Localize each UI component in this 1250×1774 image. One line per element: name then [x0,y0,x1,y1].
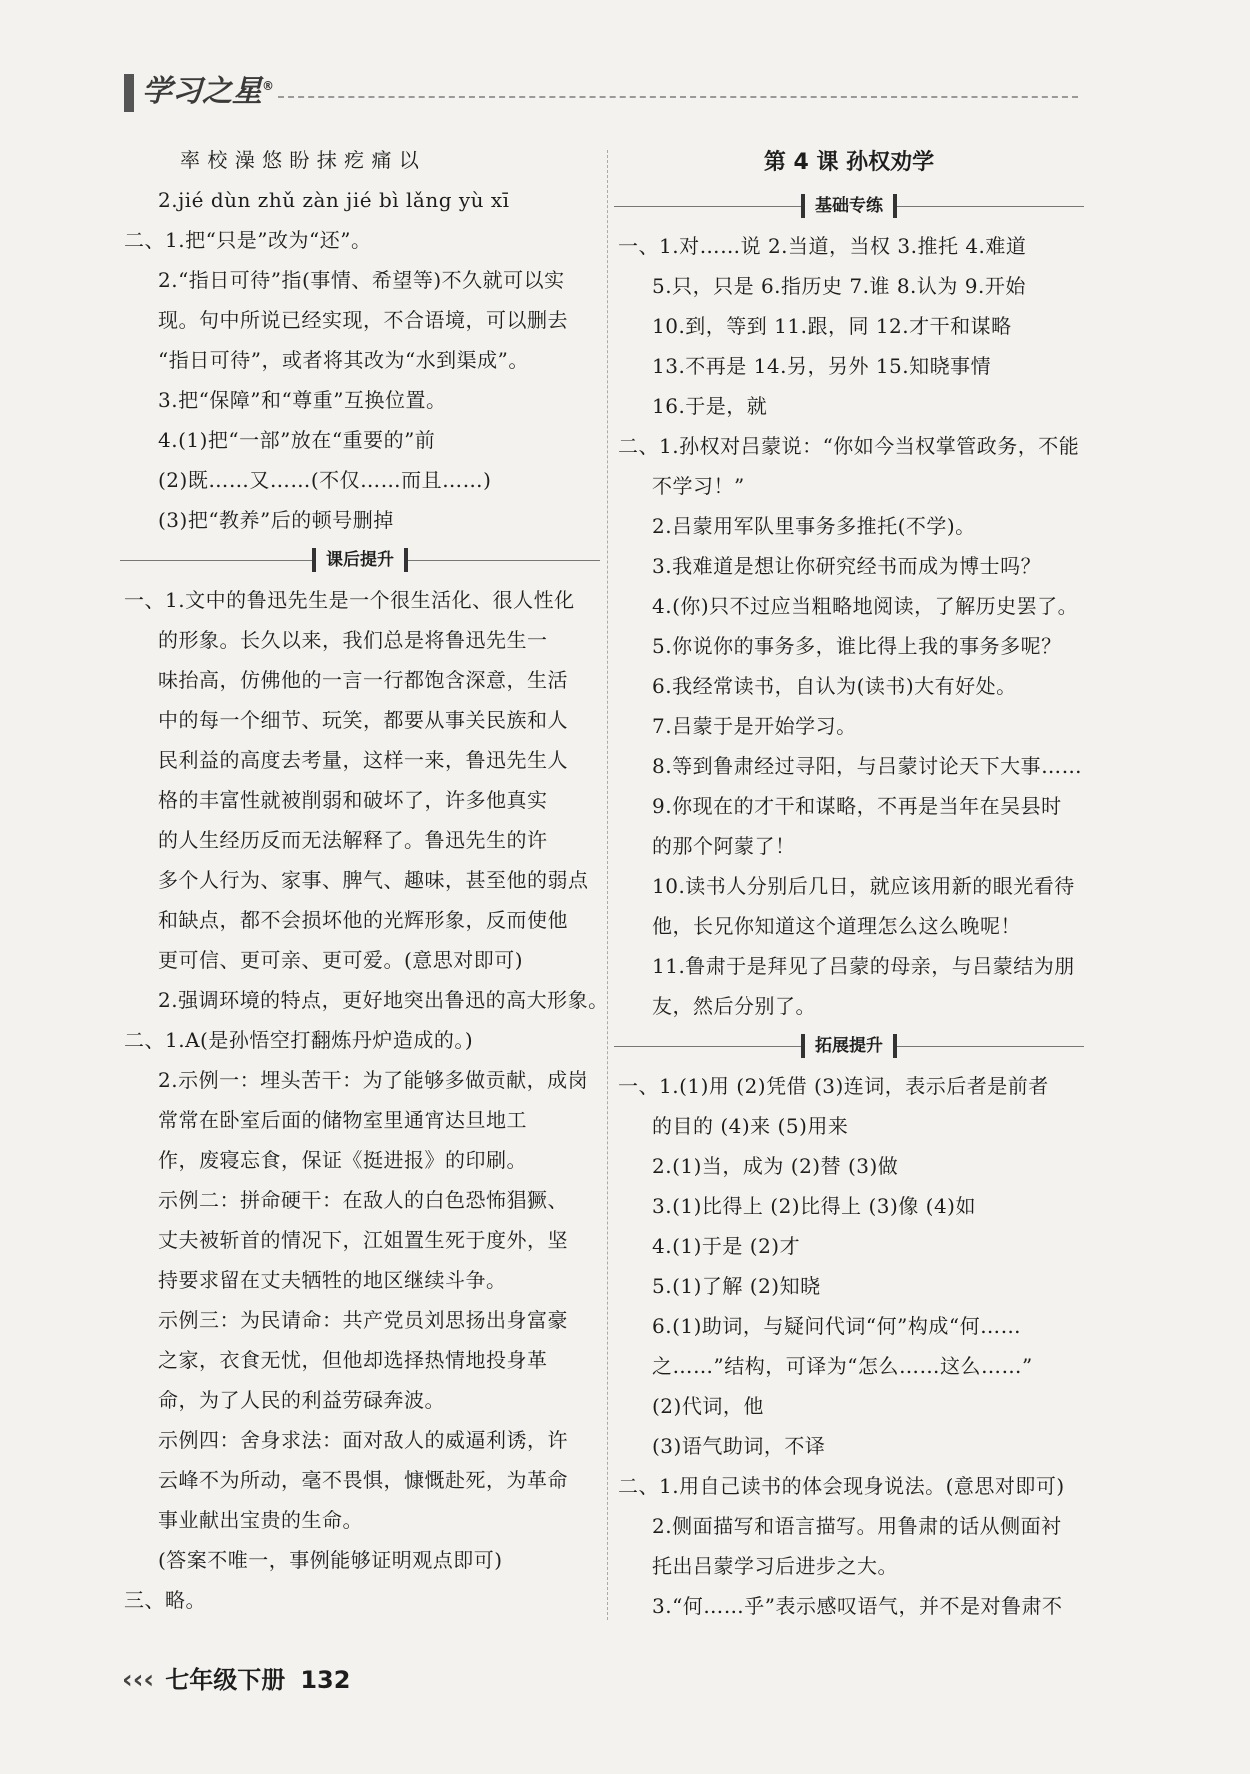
answer-line: 2.jié dùn zhǔ zàn jié bì lǎng yù xī [158,188,510,212]
answer-line: 一、1.(1)用 (2)凭借 (3)连词，表示后者是前者 [618,1074,1049,1098]
answer-line: “指日可待”，或者将其改为“水到渠成”。 [158,348,529,372]
answer-line: 作，废寝忘食，保证《挺进报》的印刷。 [158,1148,527,1172]
answer-line: 3.“何……乎”表示感叹语气，并不是对鲁肃不 [652,1594,1063,1618]
section-label: 课后提升 [312,548,408,572]
answer-line: 16.于是，就 [652,394,768,418]
answer-line: 的人生经历反而无法解释了。鲁迅先生的许 [158,828,548,852]
header-bar-mark [124,74,134,112]
answer-line: 8.等到鲁肃经过寻阳，与吕蒙讨论天下大事…… [652,754,1083,778]
answer-line: 率 校 澡 悠 盼 抹 疙 痛 以 [180,148,420,172]
answer-line: 现。句中所说已经实现，不合语境，可以删去 [158,308,568,332]
chevrons-icon: ‹‹‹ [122,1665,155,1695]
answer-line: 3.我难道是想让你研究经书而成为博士吗？ [652,554,1042,578]
answer-line: 4.(1)把“一部”放在“重要的”前 [158,428,436,452]
answer-line: 一、1.对……说 2.当道，当权 3.推托 4.难道 [618,234,1027,258]
answer-line: 格的丰富性就被削弱和破坏了，许多他真实 [158,788,548,812]
answer-line: 和缺点，都不会损坏他的光辉形象，反而使他 [158,908,568,932]
answer-line: 10.到，等到 11.跟，同 12.才干和谋略 [652,314,1012,338]
answer-line: 三、略。 [124,1588,206,1612]
answer-line: 4.(1)于是 (2)才 [652,1234,801,1258]
answer-line: (2)既……又……(不仅……而且……) [158,468,492,492]
answer-line: 11.鲁肃于是拜见了吕蒙的母亲，与吕蒙结为朋 [652,954,1075,978]
column-divider [607,150,608,1620]
answer-line: 示例二：拼命硬干：在敌人的白色恐怖猖獗、 [158,1188,568,1212]
answer-line: 一、1.文中的鲁迅先生是一个很生活化、很人性化 [124,588,575,612]
page-footer [122,1660,350,1700]
answer-line: (3)把“教养”后的顿号删掉 [158,508,394,532]
answer-line: 二、1.A(是孙悟空打翻炼丹炉造成的。) [124,1028,474,1052]
answer-line: 不学习！” [652,474,745,498]
answer-line: 2.强调环境的特点，更好地突出鲁迅的高大形象。 [158,988,609,1012]
page-header [118,62,1078,112]
answer-line: 更可信、更可亲、更可爱。(意思对即可) [158,948,524,972]
answer-line: 之家，衣食无忧，但他却选择热情地投身革 [158,1348,548,1372]
section-label: 基础专练 [801,194,897,218]
section-heading [614,1026,1084,1066]
section-heading [614,186,1084,226]
answer-line: 2.示例一：埋头苦干：为了能够多做贡献，成岗 [158,1068,589,1092]
answer-line: 丈夫被斩首的情况下，江姐置生死于度外，坚 [158,1228,568,1252]
answer-line: 示例四：舍身求法：面对敌人的威逼利诱，许 [158,1428,568,1452]
answer-line: 7.吕蒙于是开始学习。 [652,714,857,738]
header-dotted-rule [278,96,1078,98]
answer-line: 示例三：为民请命：共产党员刘思扬出身富豪 [158,1308,568,1332]
lesson-title: 第 4 课 孙权劝学 [763,150,935,175]
answer-line: 二、1.孙权对吕蒙说：“你如今当权掌管政务，不能 [618,434,1080,458]
answer-line: 2.“指日可待”指(事情、希望等)不久就可以实 [158,268,565,292]
answer-line: 5.只，只是 6.指历史 7.谁 8.认为 9.开始 [652,274,1026,298]
brand-logo: 学习之星® [142,74,274,109]
answer-line: 2.侧面描写和语言描写。用鲁肃的话从侧面衬 [652,1514,1062,1538]
answer-line: 事业献出宝贵的生命。 [158,1508,363,1532]
answer-line: 二、1.用自己读书的体会现身说法。(意思对即可) [618,1474,1065,1498]
left-column [120,140,609,1620]
answer-line: 2.(1)当，成为 (2)替 (3)做 [652,1154,899,1178]
section-heading [120,540,600,580]
answer-line: 托出吕蒙学习后进步之大。 [652,1554,898,1578]
answer-line: 二、1.把“只是”改为“还”。 [124,228,372,252]
right-column [614,140,1084,1626]
answer-line: 3.把“保障”和“尊重”互换位置。 [158,388,447,412]
section-label: 拓展提升 [801,1034,897,1058]
answer-line: 常常在卧室后面的储物室里通宵达旦地工 [158,1108,527,1132]
book-label: 七年级下册 [165,1666,286,1694]
answer-line: 5.(1)了解 (2)知晓 [652,1274,821,1298]
answer-line: 友，然后分别了。 [652,994,816,1018]
answer-line: 2.吕蒙用军队里事务多推托(不学)。 [652,514,976,538]
answer-line: 中的每一个细节、玩笑，都要从事关民族和人 [158,708,568,732]
answer-line: 多个人行为、家事、脾气、趣味，甚至他的弱点 [158,868,589,892]
answer-line: 的形象。长久以来，我们总是将鲁迅先生一 [158,628,548,652]
answer-line: (答案不唯一，事例能够证明观点即可) [158,1548,503,1572]
answer-line: 云峰不为所动，毫不畏惧，慷慨赴死，为革命 [158,1468,568,1492]
answer-line: 味抬高，仿佛他的一言一行都饱含深意，生活 [158,668,568,692]
answer-line: 民利益的高度去考量，这样一来，鲁迅先生人 [158,748,568,772]
answer-line: 6.(1)助词，与疑问代词“何”构成“何…… [652,1314,1022,1338]
answer-line: 10.读书人分别后几日，就应该用新的眼光看待 [652,874,1075,898]
answer-line: 持要求留在丈夫牺牲的地区继续斗争。 [158,1268,507,1292]
answer-line: (2)代词，他 [652,1394,764,1418]
answer-line: 4.(你)只不过应当粗略地阅读，了解历史罢了。 [652,594,1079,618]
answer-line: (3)语气助词，不译 [652,1434,826,1458]
answer-line: 5.你说你的事务多，谁比得上我的事务多呢？ [652,634,1062,658]
answer-line: 之……”结构，可译为“怎么……这么……” [652,1354,1033,1378]
answer-line: 6.我经常读书，自认为(读书)大有好处。 [652,674,1017,698]
answer-line: 的那个阿蒙了！ [652,834,796,858]
page-number: 132 [300,1666,351,1694]
answer-line: 他，长兄你知道这个道理怎么这么晚呢！ [652,914,1021,938]
answer-line: 9.你现在的才干和谋略，不再是当年在吴县时 [652,794,1062,818]
answer-line: 的目的 (4)来 (5)用来 [652,1114,849,1138]
answer-line: 13.不再是 14.另，另外 15.知晓事情 [652,354,992,378]
answer-line: 命，为了人民的利益劳碌奔波。 [158,1388,445,1412]
answer-line: 3.(1)比得上 (2)比得上 (3)像 (4)如 [652,1194,976,1218]
